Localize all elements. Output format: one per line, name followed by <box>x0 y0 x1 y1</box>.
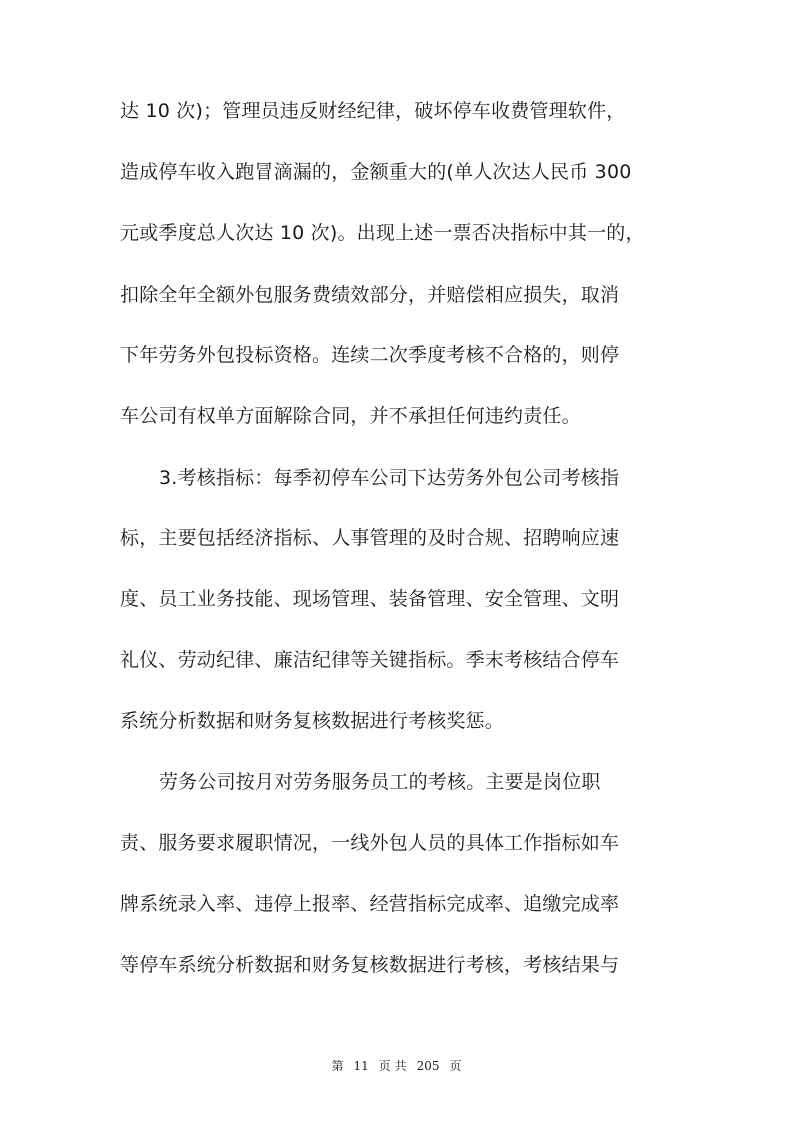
footer-suffix: 页 <box>449 1059 462 1073</box>
body-text-line: 元或季度总人次达 10 次)。出现上述一票否决指标中其一的， <box>120 222 645 244</box>
body-text-line: 等停车系统分析数据和财务复核数据进行考核，考核结果与 <box>120 954 620 976</box>
body-text-line: 标，主要包括经济指标、人事管理的及时合规、招聘响应速 <box>120 527 620 549</box>
body-text-line: 礼仪、劳动纪律、廉洁纪律等关键指标。季末考核结合停车 <box>120 649 620 671</box>
current-page-number: 11 <box>353 1059 369 1073</box>
body-text-line: 造成停车收入跑冒滴漏的，金额重大的(单人次达人民币 300 <box>120 161 632 183</box>
page-footer <box>0 1057 793 1074</box>
footer-prefix: 第 <box>331 1059 344 1073</box>
body-text-line: 车公司有权单方面解除合同，并不承担任何违约责任。 <box>120 405 581 427</box>
body-text-line: 责、服务要求履职情况，一线外包人员的具体工作指标如车 <box>120 832 620 854</box>
body-text-line: 度、员工业务技能、现场管理、装备管理、安全管理、文明 <box>120 588 620 610</box>
body-text-line: 下年劳务外包投标资格。连续二次季度考核不合格的，则停 <box>120 344 620 366</box>
total-pages-number: 205 <box>416 1059 440 1073</box>
body-text-line: 3.考核指标：每季初停车公司下达劳务外包公司考核指 <box>159 467 620 489</box>
body-text-line: 扣除全年全额外包服务费绩效部分，并赔偿相应损失，取消 <box>120 284 620 306</box>
body-text-line: 牌系统录入率、违停上报率、经营指标完成率、追缴完成率 <box>120 893 620 915</box>
body-text-line: 劳务公司按月对劳务服务员工的考核。主要是岗位职 <box>159 771 601 793</box>
body-text-line: 系统分析数据和财务复核数据进行考核奖惩。 <box>120 710 505 732</box>
body-text-line: 达 10 次)；管理员违反财经纪律，破坏停车收费管理软件， <box>120 100 626 122</box>
footer-middle: 页 共 <box>378 1059 407 1073</box>
